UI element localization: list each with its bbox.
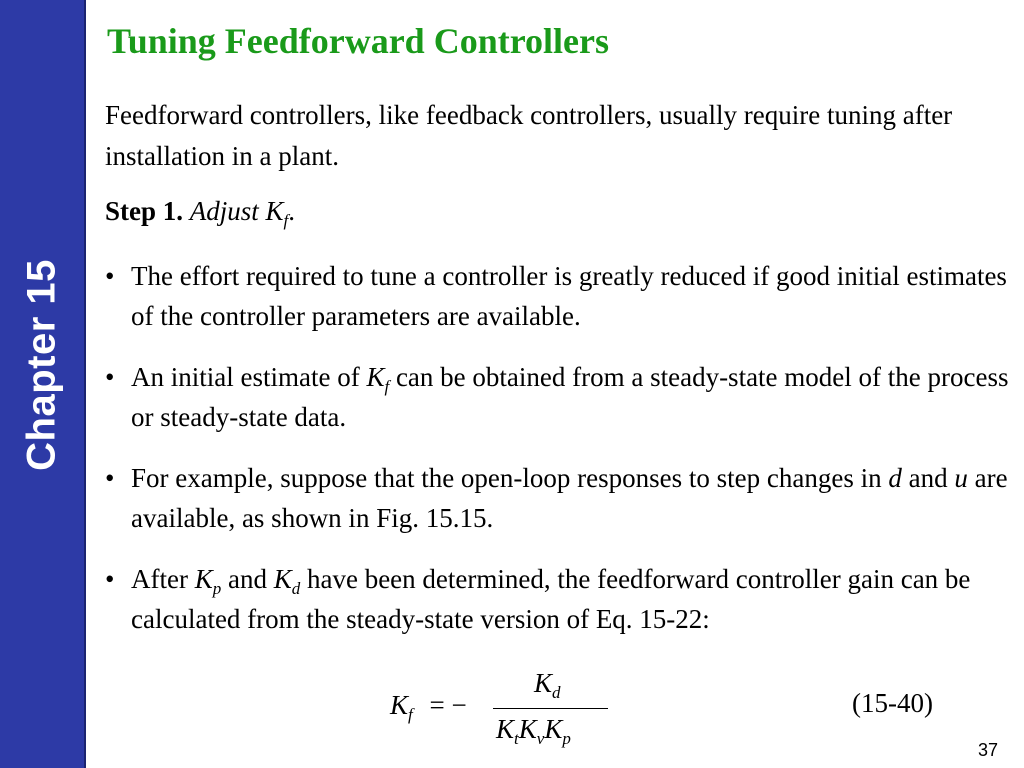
bullet-text: have been determined, the feedforward controller gain can be calculated from the steady-state version of Eq. 15-22: [131, 564, 971, 634]
equation-15-40 [388, 668, 628, 758]
bullet-text: and [221, 564, 274, 594]
step-subscript: f [283, 211, 289, 230]
denominator-subscript: t [514, 729, 519, 748]
step-label: Step 1. [105, 196, 184, 226]
bullet-symbol-subscript: p [212, 579, 222, 598]
bullet-symbol: u [954, 463, 968, 493]
bullet-text: can be obtained from a steady-state model of the process or steady-state data. [131, 362, 1009, 432]
equation-operator: = − [429, 690, 467, 720]
equation-lhs-symbol: K [390, 690, 409, 720]
bullet-item [105, 458, 1020, 538]
page-number: 37 [977, 740, 998, 760]
intro-paragraph: Feedforward controllers, like feedback controllers, usually require tuning after installation in a plant. [105, 100, 953, 171]
bullet-item [105, 357, 1020, 437]
denominator-subscript: p [562, 729, 571, 748]
equation-lhs-subscript: f [408, 705, 413, 724]
bullet-symbol-subscript: f [384, 377, 390, 396]
bullet-text: For example, suppose that the open-loop responses to step changes in [131, 463, 889, 493]
bullet-text: After [131, 564, 195, 594]
bullet-symbol: K [366, 362, 385, 392]
equation-denominator [496, 714, 571, 748]
equation-lhs [390, 690, 467, 724]
step-text: Adjust K [189, 196, 284, 226]
bullet-list [105, 256, 1020, 660]
step-suffix: . [288, 196, 296, 226]
step-heading [105, 196, 296, 230]
denominator-symbol: K [544, 714, 563, 744]
bullet-text: and [901, 463, 955, 493]
bullet-symbol-subscript: d [291, 579, 301, 598]
bullet-symbol: d [888, 463, 902, 493]
bullet-item [105, 559, 1020, 639]
bullet-text: An initial estimate of [131, 362, 367, 392]
denominator-symbol: K [496, 714, 515, 744]
numerator-subscript: d [552, 683, 561, 702]
bullet-symbol: K [273, 564, 292, 594]
denominator-symbol: K [518, 714, 537, 744]
slide-title: Tuning Feedforward Controllers [107, 21, 610, 61]
equation-numerator [534, 668, 561, 702]
chapter-label: Chapter 15 [19, 259, 64, 471]
denominator-subscript: v [536, 729, 545, 748]
numerator-symbol: K [534, 668, 553, 698]
bullet-dot-icon: • [105, 463, 115, 493]
bullet-dot-icon: • [105, 362, 115, 392]
bullet-text: The effort required to tune a controller is greatly reduced if good initial estimates of the controller parameters are available. [131, 261, 1007, 331]
chapter-sidebar [0, 0, 86, 768]
fraction-bar [493, 708, 608, 709]
equation-number: (15-40) [852, 688, 933, 718]
bullet-symbol: K [194, 564, 213, 594]
bullet-item [105, 256, 1020, 336]
bullet-dot-icon: • [105, 261, 115, 291]
bullet-text: are available, as shown in Fig. 15.15. [131, 463, 1008, 533]
bullet-dot-icon: • [105, 564, 115, 594]
